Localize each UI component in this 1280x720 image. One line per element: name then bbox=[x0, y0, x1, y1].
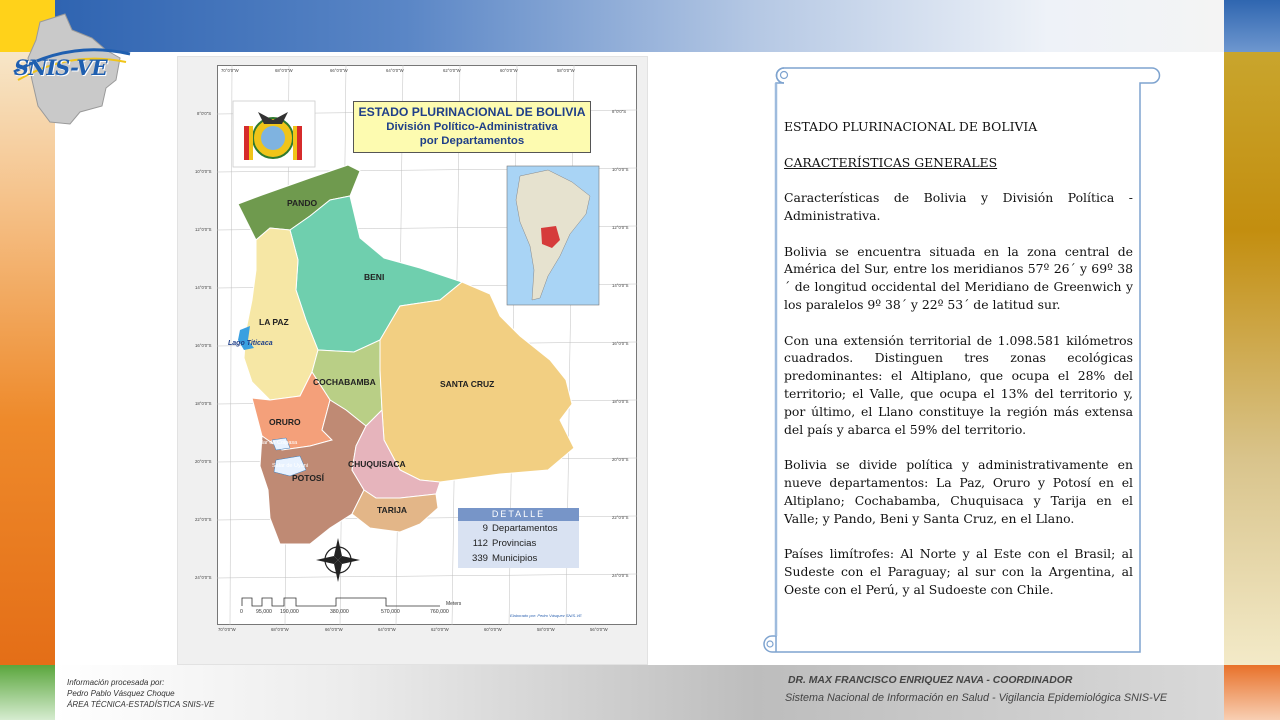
logo-text: SNIS-VE bbox=[14, 55, 107, 80]
label-pando: PANDO bbox=[287, 198, 318, 208]
tick-bottom: 56°0'0"W bbox=[590, 627, 608, 632]
text-paragraph: Bolivia se divide política y administrativamente en nueve departamentos: La Paz, Oruro y Potosí en el Altiplano; Cochabamba, Chuquisaca y Tarija en el Valle; y Pando, Beni y Santa Cruz, en el Llano. bbox=[784, 457, 1133, 526]
tick-right: 24°0'0"S bbox=[612, 573, 629, 578]
text-paragraph: Con una extensión territorial de 1.098.581 kilómetros cuadrados. Distinguen tres zonas ecológicas predominantes: el Altiplano, que ocupa el 28% del territorio; el Valle, que ocupa el 13% del territorio y, por último, el Llano constituye la región más extensa del país y abarca el 59% del territorio. bbox=[784, 332, 1133, 437]
scale-unit: Meters bbox=[446, 601, 462, 607]
footer-coordinator: DR. MAX FRANCISCO ENRIQUEZ NAVA - COORDINADOR bbox=[788, 675, 1073, 686]
map-credit: Elaborado por: Pedro Vásquez SNIS-VE bbox=[510, 613, 582, 618]
label-beni: BENI bbox=[364, 272, 385, 282]
label-la-paz: LA PAZ bbox=[259, 317, 289, 327]
tick-left: 20°0'0"S bbox=[195, 459, 212, 464]
tick-right: 10°0'0"S bbox=[612, 167, 629, 172]
footer-line: Información procesada por: bbox=[67, 678, 165, 687]
label-potosi: POTOSÍ bbox=[292, 473, 324, 483]
detail-count: 112 bbox=[472, 538, 488, 549]
text-heading: ESTADO PLURINACIONAL DE BOLIVIA bbox=[784, 119, 1038, 134]
label-tarija: TARIJA bbox=[377, 505, 408, 515]
scale-label: 0 bbox=[240, 609, 243, 615]
tick-top: 70°0'0"W bbox=[221, 68, 239, 73]
scale-label: 380,000 bbox=[330, 609, 349, 615]
tick-left: 16°0'0"S bbox=[195, 343, 212, 348]
detail-count: 339 bbox=[471, 553, 488, 564]
detail-header: DETALLE bbox=[458, 508, 579, 521]
label-salar-uyuni: Salar de Uyuni bbox=[272, 463, 309, 469]
right-decorative-bar bbox=[1224, 0, 1280, 720]
detail-row bbox=[458, 521, 579, 536]
footer-line: ÁREA TÉCNICA-ESTADÍSTICA SNIS-VE bbox=[67, 700, 215, 709]
tick-right: 20°0'0"S bbox=[612, 457, 629, 462]
top-banner bbox=[55, 0, 1224, 52]
tick-top: 66°0'0"W bbox=[330, 68, 348, 73]
tick-right: 18°0'0"S bbox=[612, 399, 629, 404]
detail-row bbox=[458, 551, 579, 566]
tick-left: 22°0'0"S bbox=[195, 517, 212, 522]
tick-top: 60°0'0"W bbox=[500, 68, 518, 73]
tick-left: 24°0'0"S bbox=[195, 575, 212, 580]
tick-left: 18°0'0"S bbox=[195, 401, 212, 406]
map-subtitle-2: por Departamentos bbox=[419, 135, 525, 147]
detail-count: 9 bbox=[482, 523, 488, 534]
tick-top: 68°0'0"W bbox=[275, 68, 293, 73]
label-santa-cruz: SANTA CRUZ bbox=[440, 379, 495, 389]
map-title-box bbox=[353, 101, 591, 153]
compass-rose-icon bbox=[316, 538, 360, 582]
tick-left: 14°0'0"S bbox=[195, 285, 212, 290]
label-oruro: ORURO bbox=[269, 417, 301, 427]
footer-line: Pedro Pablo Vásquez Choque bbox=[67, 689, 175, 698]
tick-right: 8°0'0"S bbox=[612, 109, 627, 114]
tick-left: 8°0'0"S bbox=[197, 111, 212, 116]
footer-credits bbox=[67, 677, 214, 710]
detail-row bbox=[458, 536, 579, 551]
text-paragraph: Bolivia se encuentra situada en la zona central de América del Sur, entre los meridianos 57º 26´ y 69º 38´ de longitud occidental del Meridiano de Greenwich y los paralelos 9º 38´ y 22º 53´ de latitud sur. bbox=[784, 243, 1133, 312]
tick-bottom: 70°0'0"W bbox=[218, 627, 236, 632]
tick-right: 14°0'0"S bbox=[612, 283, 629, 288]
scroll-text bbox=[784, 118, 1133, 616]
tick-right: 16°0'0"S bbox=[612, 341, 629, 346]
tick-left: 12°0'0"S bbox=[195, 227, 212, 232]
footer-system-name: Sistema Nacional de Información en Salud - Vigilancia Epidemiológica SNIS-VE bbox=[785, 692, 1168, 704]
text-paragraph: Países limítrofes: Al Norte y al Este con el Brasil; al Sudeste con el Paraguay; al sur con la Argentina, al Oeste con el Perú, y al Sudoeste con Chile. bbox=[784, 546, 1133, 597]
tick-bottom: 68°0'0"W bbox=[271, 627, 289, 632]
scale-label: 190,000 bbox=[280, 609, 299, 615]
scale-label: 95,000 bbox=[256, 609, 272, 615]
tick-top: 58°0'0"W bbox=[557, 68, 575, 73]
label-lake: Lago Titicaca bbox=[228, 340, 273, 347]
label-salar-coipasa: Salar de Coipasa bbox=[255, 440, 298, 446]
scale-label: 570,000 bbox=[381, 609, 400, 615]
tick-bottom: 66°0'0"W bbox=[325, 627, 343, 632]
tick-top: 64°0'0"W bbox=[386, 68, 404, 73]
map-subtitle-1: División Político-Administrativa bbox=[386, 121, 558, 133]
label-cochabamba: COCHABAMBA bbox=[313, 377, 376, 387]
tick-right: 22°0'0"S bbox=[612, 515, 629, 520]
tick-bottom: 64°0'0"W bbox=[378, 627, 396, 632]
detail-label: Municipios bbox=[492, 553, 538, 564]
tick-right: 12°0'0"S bbox=[612, 225, 629, 230]
text-subheading: CARACTERÍSTICAS GENERALES bbox=[784, 154, 998, 170]
text-paragraph: Características de Bolivia y División Política - Administrativa. bbox=[784, 190, 1133, 223]
map-title: ESTADO PLURINACIONAL DE BOLIVIA bbox=[358, 105, 586, 119]
label-chuquisaca: CHUQUISACA bbox=[348, 459, 406, 469]
tick-left: 10°0'0"S bbox=[195, 169, 212, 174]
detail-label: Provincias bbox=[492, 538, 537, 549]
detail-label: Departamentos bbox=[492, 523, 558, 534]
tick-bottom: 62°0'0"W bbox=[431, 627, 449, 632]
tick-top: 62°0'0"W bbox=[443, 68, 461, 73]
detail-box bbox=[458, 508, 579, 568]
tick-bottom: 58°0'0"W bbox=[537, 627, 555, 632]
tick-bottom: 60°0'0"W bbox=[484, 627, 502, 632]
scale-label: 760,000 bbox=[430, 609, 449, 615]
